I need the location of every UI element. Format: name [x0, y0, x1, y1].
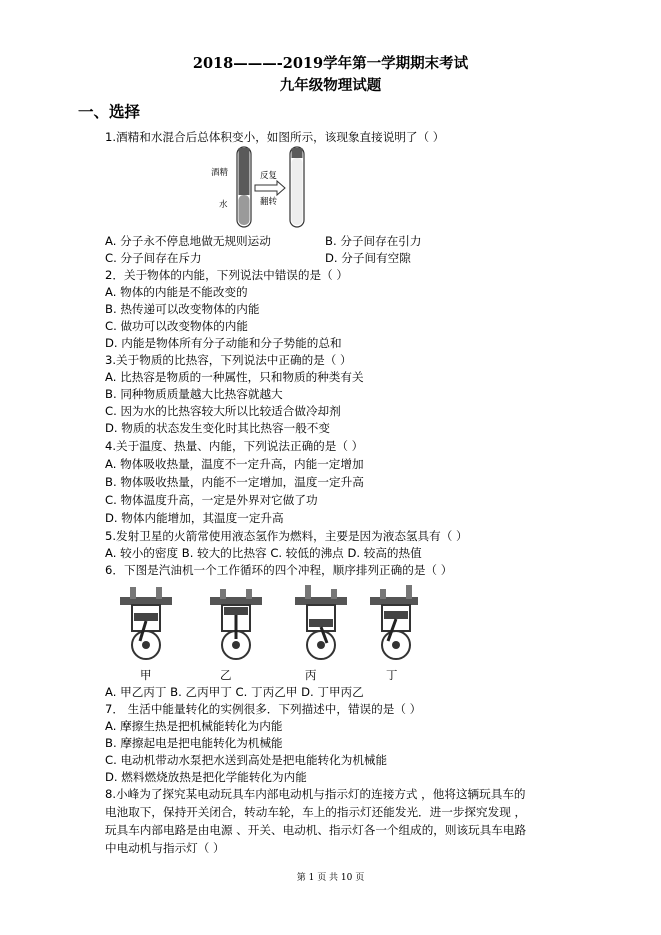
exam-title: 2018———-2019学年第一学期期末考试 [192, 55, 469, 72]
question-6-stem: 6．下图是汽油机一个工作循环的四个冲程，顺序排列正确的是（ ） [105, 563, 453, 577]
water-label: 水 [219, 200, 228, 210]
question-5-stem: 5.发射卫星的火箭常使用液态氢作为燃料，主要是因为液态氢具有（ ） [105, 529, 468, 543]
engine-stroke-jia [120, 587, 172, 659]
question-4-option-c: C. 物体温度升高，一定是外界对它做了功 [105, 493, 318, 507]
alcohol-label: 酒精 [211, 168, 229, 178]
question-1-option-d: D. 分子间有空隙 [325, 251, 411, 265]
question-4-option-a: A. 物体吸收热量，温度不一定升高，内能一定增加 [105, 457, 364, 471]
question-7-option-a: A. 摩擦生热是把机械能转化为内能 [105, 719, 283, 733]
engine-label-jia: 甲 [140, 668, 152, 682]
page-footer: 第 1 页 共 10 页 [296, 873, 365, 883]
question-6-options: A. 甲乙丙丁 B. 乙丙甲丁 C. 丁丙乙甲 D. 丁甲丙乙 [105, 685, 364, 699]
action-label-2: 翻转 [260, 197, 278, 207]
exam-subtitle: 九年级物理试题 [279, 77, 382, 94]
engine-strokes-figure [118, 583, 418, 665]
question-1-stem: 1.酒精和水混合后总体积变小，如图所示，该现象直接说明了（ ） [105, 130, 445, 144]
question-7-option-b: B. 摩擦起电是把电能转化为机械能 [105, 736, 283, 750]
question-3-option-a: A. 比热容是物质的一种属性，只和物质的种类有关 [105, 370, 364, 384]
question-4-option-b: B. 物体吸收热量，内能不一定增加，温度一定升高 [105, 475, 364, 489]
engine-stroke-bing [295, 585, 347, 659]
question-8-line-1: 8.小峰为了探究某电动玩具车内部电动机与指示灯的连接方式 ，他将这辆玩具车的 [105, 787, 526, 801]
question-4-stem: 4.关于温度、热量、内能，下列说法正确的是（ ） [105, 439, 364, 453]
section-heading: 一、选择 [78, 102, 141, 121]
question-1-option-a: A. 分子永不停息地做无规则运动 [105, 234, 271, 248]
question-7-option-d: D. 燃料燃烧放热是把化学能转化为内能 [105, 770, 307, 784]
question-7-stem: 7． 生活中能量转化的实例很多．下列描述中，错误的是（ ） [105, 702, 422, 716]
action-label-1: 反复 [260, 171, 278, 181]
question-2-option-a: A. 物体的内能是不能改变的 [105, 285, 248, 299]
engine-label-bing: 丙 [305, 668, 317, 682]
engine-label-ding: 丁 [386, 668, 398, 682]
question-2-option-d: D. 内能是物体所有分子动能和分子势能的总和 [105, 336, 342, 350]
question-3-option-d: D. 物质的状态发生变化时其比热容一般不变 [105, 421, 330, 435]
question-2-option-b: B. 热传递可以改变物体的内能 [105, 302, 260, 316]
question-5-options: A. 较小的密度 B. 较大的比热容 C. 较低的沸点 D. 较高的热值 [105, 546, 422, 560]
engine-label-yi: 乙 [220, 668, 232, 682]
question-3-option-b: B. 同种物质质量越大比热容就越大 [105, 387, 283, 401]
question-8-line-2: 电池取下，保持开关闭合，转动车轮，车上的指示灯还能发光．进一步探究发现 ， [105, 805, 527, 819]
question-1-option-b: B. 分子间存在引力 [325, 234, 422, 248]
question-8-line-3: 玩具车内部电路是由电源 、开关、电动机、指示灯各一个组成的，则该玩具车电路 [105, 823, 527, 837]
question-4-option-d: D. 物体内能增加，其温度一定升高 [105, 511, 284, 525]
question-8-line-4: 中电动机与指示灯（ ） [105, 841, 225, 855]
question-1-option-c: C. 分子间存在斥力 [105, 251, 202, 265]
alcohol-water-figure [205, 145, 325, 230]
question-2-option-c: C. 做功可以改变物体的内能 [105, 319, 248, 333]
question-2-stem: 2．关于物体的内能，下列说法中错误的是（ ） [105, 268, 348, 282]
question-3-stem: 3.关于物质的比热容，下列说法中正确的是（ ） [105, 353, 352, 367]
question-7-option-c: C. 电动机带动水泵把水送到高处是把电能转化为机械能 [105, 753, 388, 767]
question-3-option-c: C. 因为水的比热容较大所以比较适合做冷却剂 [105, 404, 341, 418]
engine-stroke-ding [370, 585, 418, 659]
engine-stroke-yi [210, 589, 262, 659]
